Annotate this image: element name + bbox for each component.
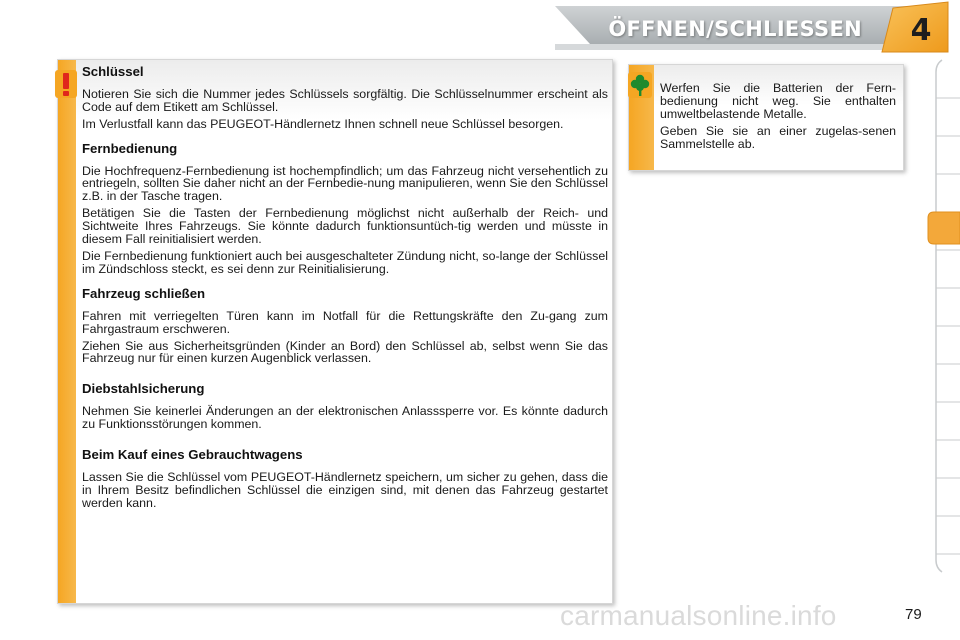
paragraph: Nehmen Sie keinerlei Änderungen an der elektronischen Anlasssperre vor. Es könnte dadurch zu Funktionsstörungen kommen. [82,404,608,432]
section-fahrzeug-schliessen [82,285,608,366]
paragraph: Ziehen Sie aus Sicherheitsgründen (Kinder an Bord) den Schlüssel ab, selbst wenn Sie das Fahrzeug nur für einen kurzen Augenblick verlassen. [82,338,608,366]
section-heading: Fernbedienung [82,140,178,156]
section-heading: Beim Kauf eines Gebrauchtwagens [82,447,303,463]
section-gebrauchtwagen [82,449,608,510]
section-schluessel [82,66,608,131]
watermark: carmanualsonline.info [560,600,837,631]
panel-accent-strip [58,60,76,603]
paragraph: Geben Sie sie an einer zugelas-senen Sammelstelle ab. [660,123,896,151]
paragraph: Die Fernbedienung funktioniert auch bei ausgeschalteter Zündung nicht, so-lange der Schlüssel im Zündschloss steckt, es sei denn zur Reinitialisierung. [82,248,608,276]
chapter-title: ÖFFNEN/SCHLIESSEN [608,17,862,41]
chapter-number: 4 [910,12,932,48]
section-diebstahlsicherung [82,383,608,431]
eco-text [660,82,896,155]
section-heading: Fahrzeug schließen [82,285,206,301]
warning-icon [54,69,78,99]
section-fernbedienung [82,140,608,276]
paragraph: Notieren Sie sich die Nummer jedes Schlüssels sorgfältig. Die Schlüsselnummer erscheint als Code auf dem Etikett am Schlüssel. [82,86,608,114]
section-heading: Diebstahlsicherung [82,381,205,397]
main-text [82,66,608,522]
paragraph: Werfen Sie die Batterien der Fern-bedienung nicht weg. Sie enthalten umweltbelastende Metalle. [660,81,896,121]
paragraph: Im Verlustfall kann das PEUGEOT-Händlernetz Ihnen schnell neue Schlüssel besorgen. [82,116,564,131]
clover-leaf-icon [628,72,652,98]
paragraph: Betätigen Sie die Tasten der Fernbedienung möglichst nicht außerhalb der Reich- und Sichtweite Ihres Fahrzeugs. Sie könnte dadurch funktionsuntüch-tig werden und müsste in diesem Fall reinitialisiert werden. [82,206,608,247]
section-heading: Schlüssel [82,64,144,79]
paragraph: Fahren mit verriegelten Türen kann im Notfall für die Rettungskräfte den Zu-gang zum Fahrgastraum erschweren. [82,308,608,336]
paragraph: Die Hochfrequenz-Fernbedienung ist hochempfindlich; um das Fahrzeug nicht versehentlich zu entriegeln, sollten Sie daher nicht an der Fernbedie-nung manipulieren, wenn Sie den Schlüssel z.B. in der Tasche tragen. [82,163,608,204]
paragraph: Lassen Sie die Schlüssel vom PEUGEOT-Händlernetz speichern, um sicher zu gehen, dass die in Ihrem Besitz befindlichen Schlüssel die einzigen sind, mit denen das Fahrzeug gestartet werden kann. [82,469,608,510]
chapter-side-tabs [920,0,960,640]
page-number: 79 [905,606,922,623]
